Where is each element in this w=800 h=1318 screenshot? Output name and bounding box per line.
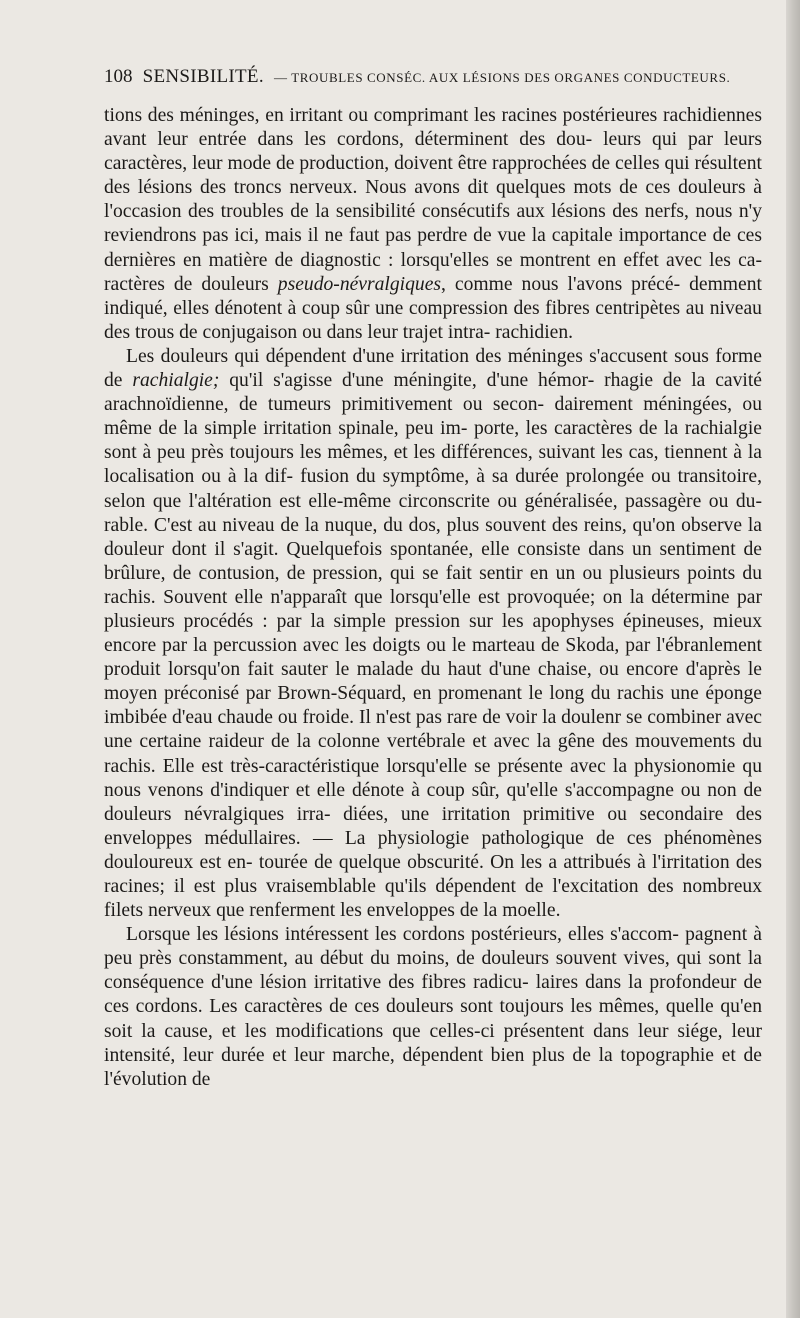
text-line: pagnent à peu près constamment, au début du moins, de douleurs souvent [104,924,762,970]
text-line: pression sur les apophyses épineuses, mieux encore par la percussion avec [104,610,762,657]
text-line: gêne des mouvements du rachis. Elle est très-caractéristique lorsqu'elle se [104,731,763,777]
text-line: leurs qui par leurs caractères, leur mode de production, doivent être [104,129,762,175]
text-line: avons dit quelques mots de ces douleurs à l'occasion des troubles de la [104,177,762,223]
text-line: sous forme de rachialgie; qu'il s'agisse d'une méningite, d'une hémor- [104,345,762,392]
text-line: rapprochées de celles qui résultent des lésions des troncs nerveux. Nous [104,153,762,199]
text-line: tions des méninges, en irritant ou comprimant les racines postérieures [104,105,658,126]
text-line: vives, qui sont la conséquence d'une lésion irritative des fibres radicu- [104,948,762,994]
text-line: observe la douleur dont il s'agit. Quelquefois spontanée, elle consiste dans [104,514,762,560]
text-line: que celles-ci présentent dans leur siége, leur intensité, leur durée et [104,1020,762,1066]
page-spine-shadow [786,0,800,1318]
text-line: tourée de quelque obscurité. On les a attribués à l'irritation des racines; [104,851,763,897]
text-line: combiner avec une certaine raideur de la colonne vertébrale et avec la [104,707,762,753]
text-line: et les différences, suivant les cas, tiennent à la localisation ou à la dif- [104,442,762,488]
text-line: imbibée d'eau chaude ou froide. Il n'est pas rare de voir la doulenr se [104,707,643,729]
text-line: présente avec la physionomie qu nous venons d'indiquer et elle dénote [104,755,762,801]
text-line: centripètes au niveau des trous de conjugaison ou dans leur trajet intra- [104,297,762,343]
text-line: rachidien. [495,321,574,343]
text-line: porte, les caractères de la rachialgie sont à peu près toujours les mêmes, [104,418,762,464]
text-line: un ou plusieurs points du rachis. Souvent elle n'apparaît que lorsqu'elle [104,562,763,608]
section-title: SENSIBILITÉ. [142,66,264,87]
paragraph [104,104,762,345]
text-line: mais il ne faut pas perdre de vue la capitale importance de ces dernières [104,225,762,271]
text-line: rachidiennes avant leur entrée dans les cordons, déterminent des dou- [104,105,762,151]
text-line: préconisé par Brown-Séquard, en promenant le long du rachis une éponge [163,683,762,705]
text-line: l'altération est elle-même circonscrite ou généralisée, passagère ou du- [188,490,762,512]
page-number: 108 [104,66,133,87]
text-line: en matière de diagnostic : lorsqu'elles se montrent en effet avec les ca- [183,249,762,271]
text-line: un sentiment de brûlure, de contusion, de pression, qui se fait sentir en [104,538,762,584]
text-line: les doigts ou le marteau de Skoda, par l'ébranlement produit lorsqu'on [104,635,763,681]
text-line: fusion du symptôme, à sa durée prolongée ou transitoire, selon que [104,466,763,512]
body-text [104,104,762,1092]
text-line: fait sauter le malade du haut d'une chaise, ou encore d'après le moyen [104,659,762,705]
running-head [104,64,764,90]
paragraph [104,345,762,923]
text-line: demment indiqué, elles dénotent à coup sûr une compression des fibres [104,273,762,319]
text-line: sensibilité consécutifs aux lésions des nerfs, nous n'y reviendrons pas ici, [104,201,762,247]
text-line: — La physiologie pathologique de ces phénomènes douloureux est en- [104,827,762,873]
text-line: leur marche, dépendent bien plus de la topographie et de l'évolution de [104,1044,762,1090]
text-line: est provoquée; on la détermine par plusieurs procédés : par la simple [104,586,762,632]
text-line: rable. C'est au niveau de la nuque, du dos, plus souvent des reins, qu'on [104,514,676,536]
text-line: Les douleurs qui dépendent d'une irritation des méninges s'accusent [126,345,668,367]
text-line: dairement méningées, ou même de la simple irritation spinale, peu im- [104,394,762,440]
text-line: sont toujours les mêmes, quelle qu'en soit la cause, et les modifications [104,996,762,1042]
text-line: laires dans la profondeur de ces cordons. Les caractères de ces douleurs [104,972,762,1018]
section-subtitle: — TROUBLES CONSÉC. AUX LÉSIONS DES ORGANES CONDUCTEURS. [273,70,731,85]
text-line: il est plus vraisemblable qu'ils dépendent de l'excitation des nombreux [173,876,763,897]
paragraph [104,923,762,1092]
text-line: diées, une irritation primitive ou secondaire des enveloppes médullaires. [104,803,762,849]
text-line: filets nerveux que renferment les enveloppes de la moelle. [104,900,561,922]
text-line: ractères de douleurs pseudo-névralgiques, comme nous l'avons précé- [104,273,681,295]
text-line: à coup sûr, qu'elle s'accompagne ou non de douleurs névralgiques irra- [104,779,763,825]
text-line: Lorsque les lésions intéressent les cordons postérieurs, elles s'accom- [126,924,679,946]
text-line: rhagie de la cavité arachnoïdienne, de tumeurs primitivement ou secon- [104,370,762,416]
